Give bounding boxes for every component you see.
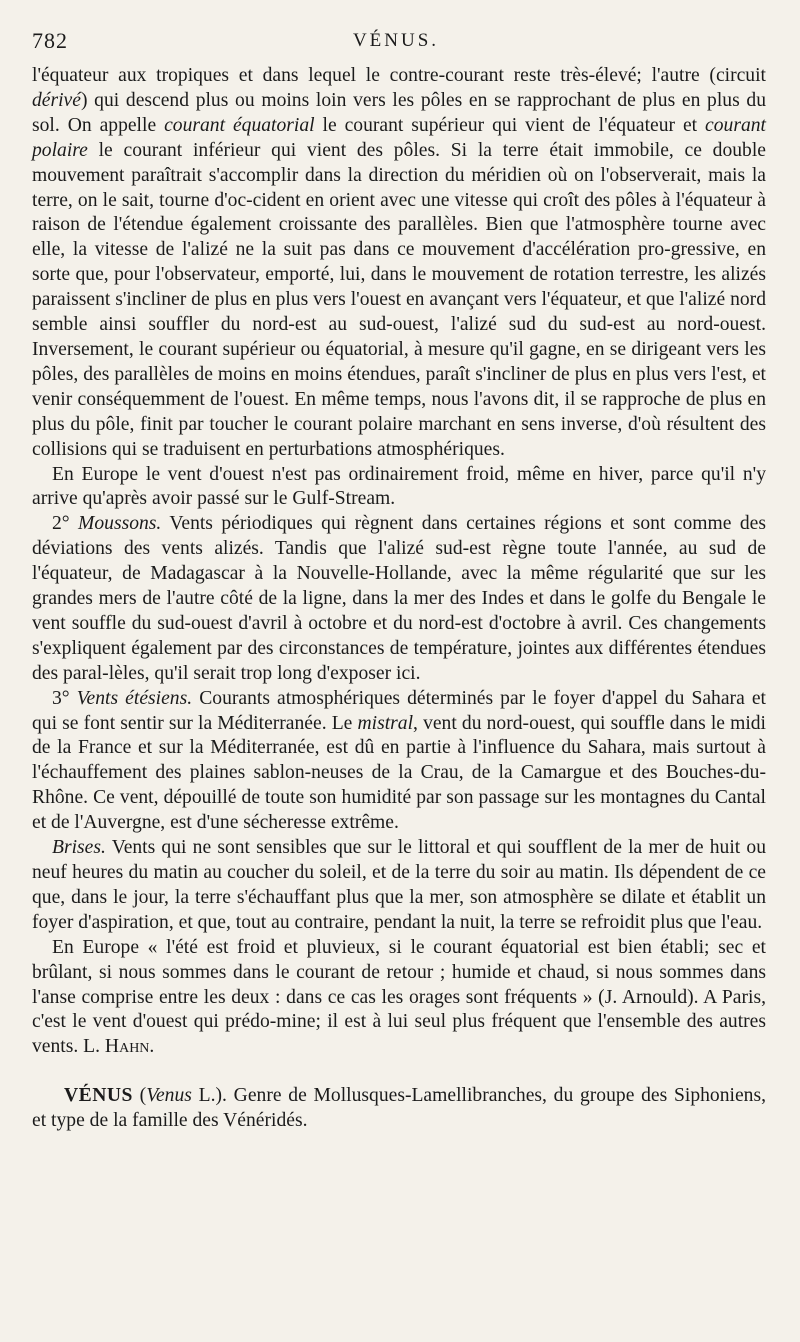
text-run: le courant inférieur qui vient des pôles. Si la terre était immobile, ce double mouvement paraîtrait s'accomplir dans la direction du méridien où on l'observerait, mais la terre, on le sait, tourne d'oc-cident en orient avec une vitesse qui croît des pôles à l'équateur à raison de l'étendue également croissante des parallèles. Bien que l'atmosphère tourne avec elle, la vitesse de l'alizé ne la suit pas dans ce mouvement d'accélération pro-gressive, en sorte que, pour l'observateur, emporté, lui, dans le mouvement de rotation terrestre, les alizés paraissent s'incliner de plus en plus vers l'ouest en avançant vers l'équateur, et que l'alizé nord semble ainsi souffler du nord-est au sud-ouest, l'alizé sud du sud-est au nord-ouest. Inversement, le courant supérieur ou équatorial, à mesure qu'il gagne, en se dirigeant vers les pôles, des parallèles de moins en moins étendues, paraît s'incliner de plus en plus vers l'est, et venir conséquemment de l'ouest. En même temps, nous l'avons dit, il se rapproche de plus en plus du pôle, finit par toucher le courant polaire marchant en sens inverse, d'où résultent des collisions qui se traduisent en perturbations atmosphériques. (32, 139, 766, 460)
page-number: 782 (32, 28, 68, 53)
text-run: En Europe « l'été est froid et pluvieux, si le courant équatorial est bien établi; sec et brûlant, si nous sommes dans le courant de retour ; humide et chaud, si nous sommes dans l'anse comprise entre les deux : dans ce cas les orages sont fréquents » (J. Arnould). A Paris, c'est le vent d'ouest qui prédo-mine; il est à lui seul plus fréquent que l'ensemble des autres vents. (32, 936, 766, 1058)
paragraph-vents-etesiens (32, 687, 766, 836)
text-run: l'équateur aux tropiques et dans lequel le contre-courant reste très-élevé; l'autre (circuit (32, 65, 766, 86)
section-number: 2° (52, 513, 79, 535)
italic-term: courant polaire (32, 114, 766, 161)
article-body (32, 64, 766, 1134)
paragraph-europe-west-wind: En Europe le vent d'ouest n'est pas ordinairement froid, même en hiver, parce qu'il n'y arrive qu'après avoir passé sur le Gulf-Stream. (32, 463, 766, 510)
text-run: Vents périodiques qui règnent dans certaines régions et sont comme des déviations des vents alizés. Tandis que l'alizé sud-est règne toute l'année, au sud de l'équateur, de Madagascar à la Nouvelle-Hollande, avec la même régularité que sur les grandes mers de l'autre côté de la ligne, dans la mer des Indes et dans le golfe du Bengale le vent souffle du sud-ouest d'avril à octobre et du nord-est d'octobre à avril. Ces changements s'expliquent également par des circonstances de température, jointes aux différentes étendues des paral-lèles, qu'il serait trop long d'exposer ici. (32, 513, 766, 684)
text-run: Vents qui ne sont sensibles que sur le littoral et qui soufflent de la mer de huit ou neuf heures du matin au coucher du soleil, et de la terre du soir au matin. Ils dépendent de ce que, dans le jour, la terre s'échauffant plus que la mer, son atmosphère se dilate et établit un foyer d'aspiration, et que, tout au contraire, pendant la nuit, la terre se refroidit plus que l'eau. (32, 837, 766, 933)
section-number: 3° (52, 687, 77, 709)
text-run: L.). (191, 1085, 227, 1107)
entry-headword: VÉNUS (64, 1085, 133, 1107)
section-heading: Moussons. (78, 513, 162, 535)
paragraph-moussons (32, 512, 766, 686)
entry-definition: Genre de Mollusques-Lamellibranches, du groupe des Siphoniens, et type de la famille des Vénéridés. (32, 1085, 766, 1132)
page-header (32, 28, 760, 58)
text-run: Courants atmosphériques déterminés par le foyer d'appel du Sahara et qui se font sentir sur la Méditerranée. Le (32, 687, 766, 734)
dictionary-entry-venus (32, 1084, 766, 1134)
section-heading: Brises. (52, 837, 106, 859)
text-run: ) qui descend plus ou moins loin vers les pôles en se rapprochant de plus en plus du sol. On appelle (32, 89, 766, 136)
italic-term: mistral (357, 712, 414, 734)
paragraph-brises (32, 836, 766, 936)
text-run: le courant supérieur qui vient de l'équateur et (314, 114, 706, 136)
paragraph-circulation (32, 64, 766, 463)
italic-term: courant équatorial (164, 114, 315, 136)
paragraph-europe-climate (32, 936, 766, 1061)
text-run: ( (132, 1085, 147, 1107)
running-title: VÉNUS. (352, 30, 440, 51)
italic-term: dérivé (32, 89, 81, 111)
author-signature: L. Hahn. (83, 1036, 155, 1058)
text-run: , vent du nord-ouest, qui souffle dans le midi de la France et sur la Méditerranée, est dû en partie à l'influence du Sahara, mais surtout à l'échauffement des plaines sablon-neuses de la Crau, de la Camargue et des Bouches-du-Rhône. Ce vent, dépouillé de toute son humidité par son passage sur les montagnes du Cantal et de l'Auvergne, est d'une sécheresse extrême. (32, 712, 767, 834)
latin-name: Venus (146, 1085, 192, 1107)
section-heading: Vents étésiens. (76, 687, 193, 709)
